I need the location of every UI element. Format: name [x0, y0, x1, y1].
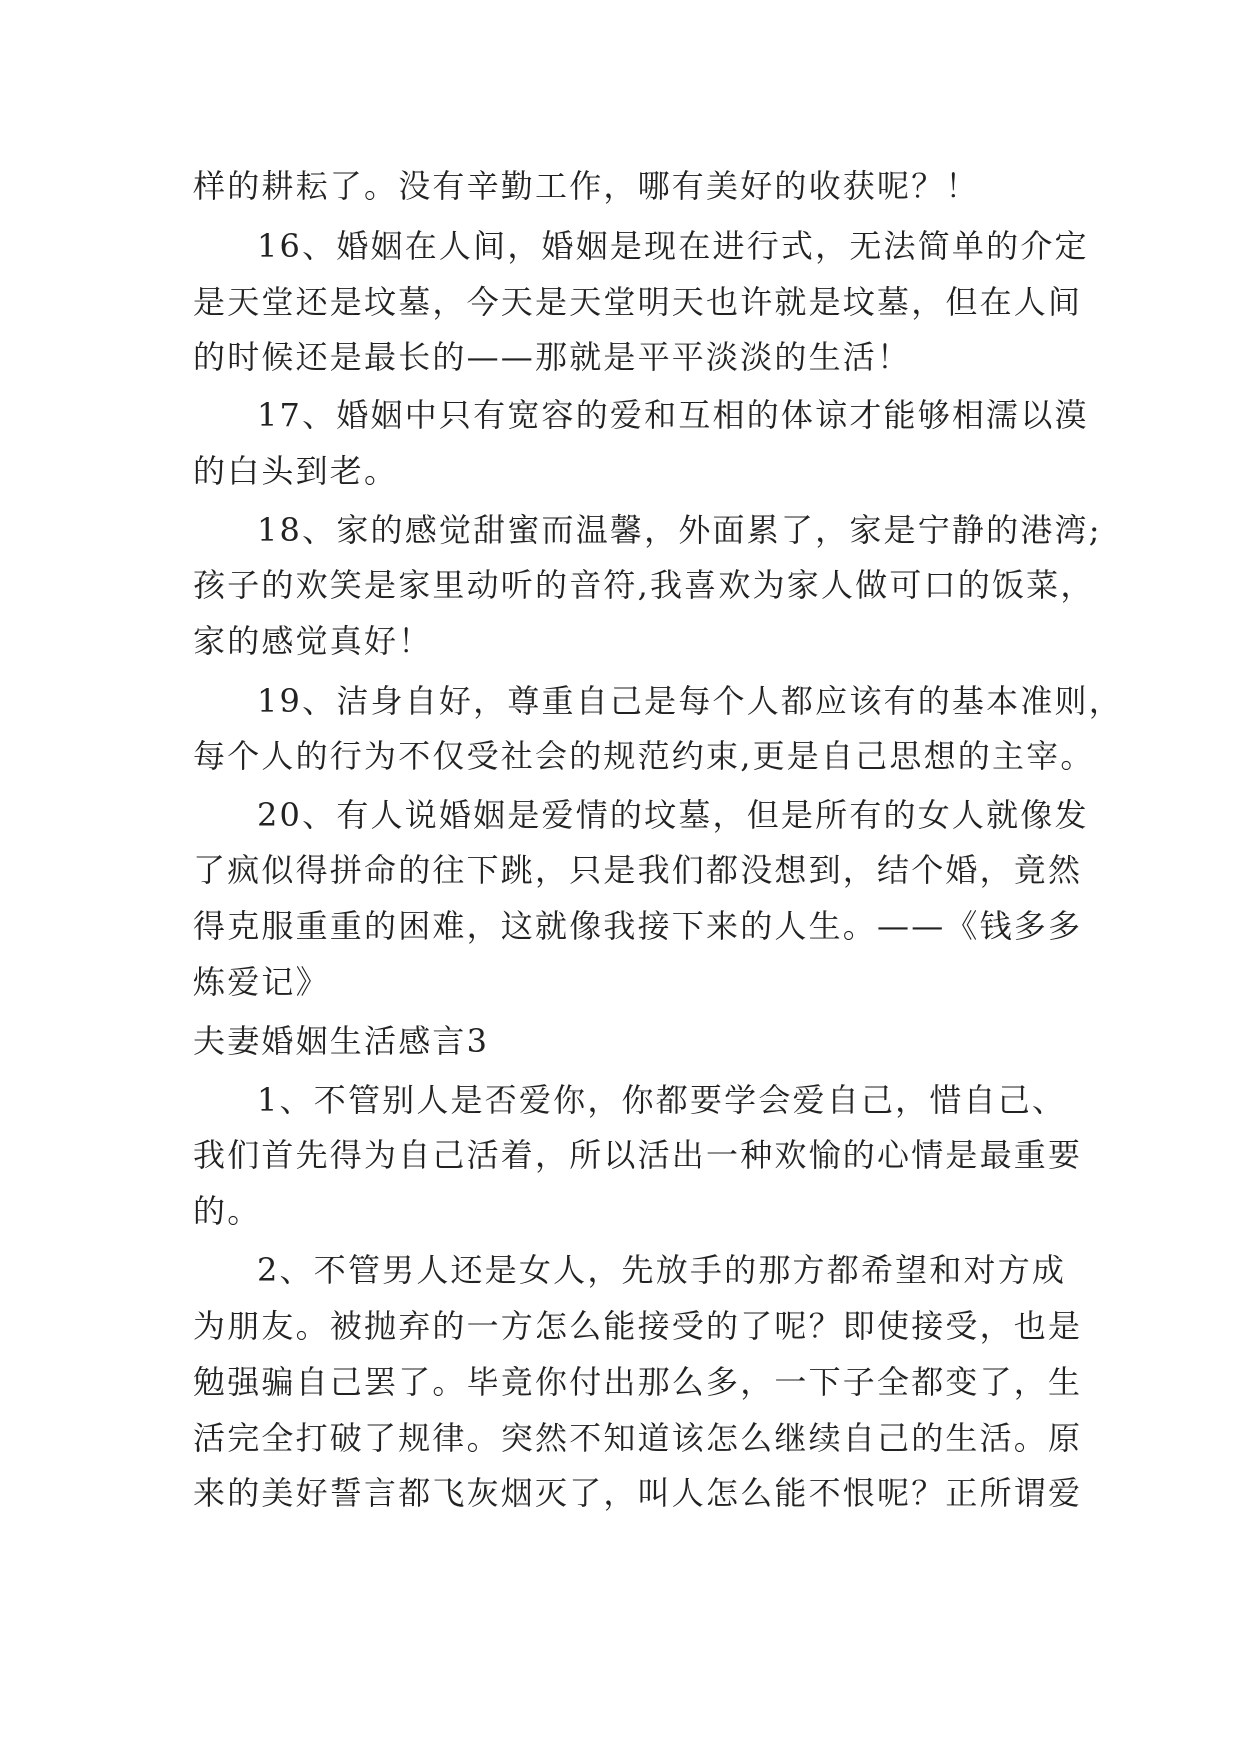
text-line: 炼爱记》	[193, 963, 330, 1001]
item-20-line: 20、有人说婚姻是爱情的坟墓，但是所有的女人就像发	[257, 796, 1089, 834]
item-17-line: 17、婚姻中只有宽容的爱和互相的体谅才能够相濡以漠	[257, 396, 1089, 434]
text-line: 是天堂还是坟墓，今天是天堂明天也许就是坟墓，但在人间	[193, 283, 1083, 321]
text-line: 为朋友。被抛弃的一方怎么能接受的了呢？即使接受，也是	[193, 1307, 1083, 1345]
text-line: 的时候还是最长的——那就是平平淡淡的生活！	[193, 338, 912, 376]
text-line: 我们首先得为自己活着，所以活出一种欢愉的心情是最重要	[193, 1136, 1083, 1174]
text-line: 家的感觉真好！	[193, 622, 433, 660]
text-line: 了疯似得拼命的往下跳，只是我们都没想到，结个婚，竟然	[193, 851, 1083, 889]
text-line: 勉强骗自己罢了。毕竟你付出那么多，一下子全都变了，生	[193, 1363, 1083, 1401]
section-heading: 夫妻婚姻生活感言3	[193, 1022, 490, 1060]
item-16-line: 16、婚姻在人间，婚姻是现在进行式，无法简单的介定	[257, 227, 1089, 265]
text-line: 得克服重重的困难，这就像我接下来的人生。——《钱多多	[193, 907, 1083, 945]
text-line: 每个人的行为不仅受社会的规范约束,更是自己思想的主宰。	[193, 737, 1095, 775]
item-18-line: 18、家的感觉甜蜜而温馨，外面累了，家是宁静的港湾;	[257, 511, 1102, 549]
text-line: 活完全打破了规律。突然不知道该怎么继续自己的生活。原	[193, 1419, 1083, 1457]
item-2-line: 2、不管男人还是女人，先放手的那方都希望和对方成	[257, 1251, 1067, 1289]
text-line: 孩子的欢笑是家里动听的音符,我喜欢为家人做可口的饭菜，	[193, 566, 1095, 604]
text-line: 的白头到老。	[193, 452, 399, 490]
text-line: 来的美好誓言都飞灰烟灭了，叫人怎么能不恨呢？正所谓爱	[193, 1474, 1083, 1512]
text-line: 样的耕耘了。没有辛勤工作，哪有美好的收获呢？！	[193, 167, 980, 205]
item-1-line: 1、不管别人是否爱你，你都要学会爱自己，惜自己、	[257, 1081, 1067, 1119]
text-line: 的。	[193, 1192, 262, 1230]
item-19-line: 19、洁身自好，尊重自己是每个人都应该有的基本准则，	[257, 682, 1123, 720]
